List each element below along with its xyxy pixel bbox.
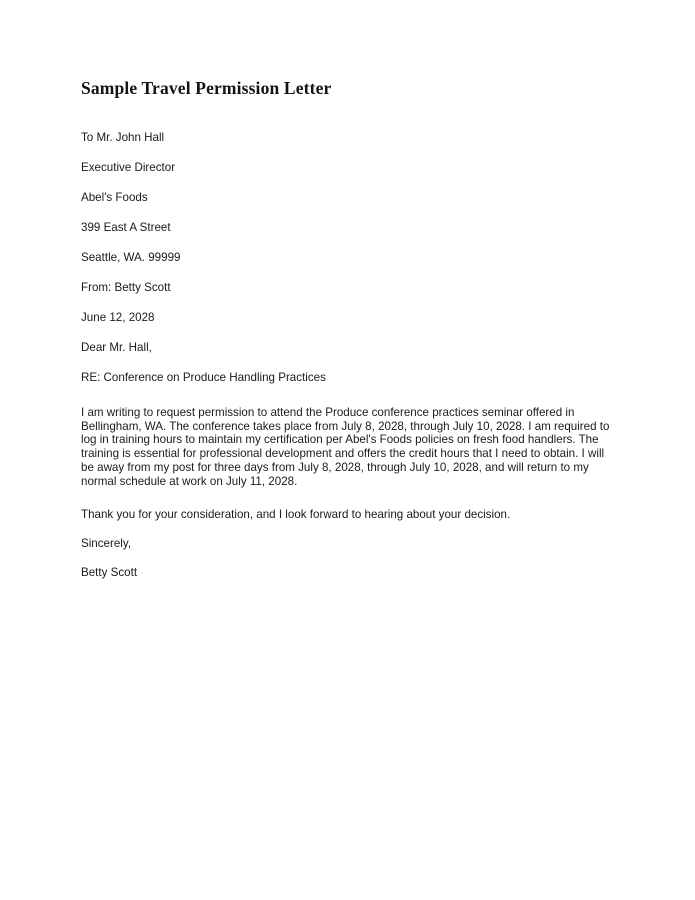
signature-name: Betty Scott	[81, 565, 138, 579]
subject-line: RE: Conference on Produce Handling Practices	[81, 371, 326, 384]
recipient-address-block	[80, 131, 615, 385]
recipient-title-line: Executive Director	[81, 161, 176, 174]
recipient-street-line: 399 East A Street	[81, 221, 171, 234]
body-paragraph: I am writing to request permission to attend the Produce conference practices seminar offered in Bellingham, WA. The conference takes place from July 8, 2028, through July 10, 2028. I am required to log in training hours to maintain my certification per Abel's Foods policies on fresh food handlers. The training is essential for professional development and offers the credit hours that I need to obtain. I will be away from my post for three days from July 8, 2028, through July 10, 2028, and will return to my normal schedule at work on July 11, 2028.	[81, 406, 610, 488]
signature-block	[80, 566, 615, 580]
sender-line: From: Betty Scott	[81, 281, 171, 294]
recipient-name-line: To Mr. John Hall	[81, 131, 165, 144]
date-line: June 12, 2028	[81, 311, 155, 324]
recipient-city-state-zip-line: Seattle, WA. 99999	[81, 251, 181, 264]
closing-paragraph: Thank you for your consideration, and I look forward to hearing about your decision.	[81, 508, 511, 522]
recipient-company-line: Abel's Foods	[81, 191, 148, 204]
salutation-line: Dear Mr. Hall,	[81, 341, 152, 354]
page-title: Sample Travel Permission Letter	[81, 78, 332, 98]
sign-off-block	[80, 537, 615, 551]
letter-body	[80, 78, 615, 580]
sign-off-line: Sincerely,	[81, 536, 132, 550]
